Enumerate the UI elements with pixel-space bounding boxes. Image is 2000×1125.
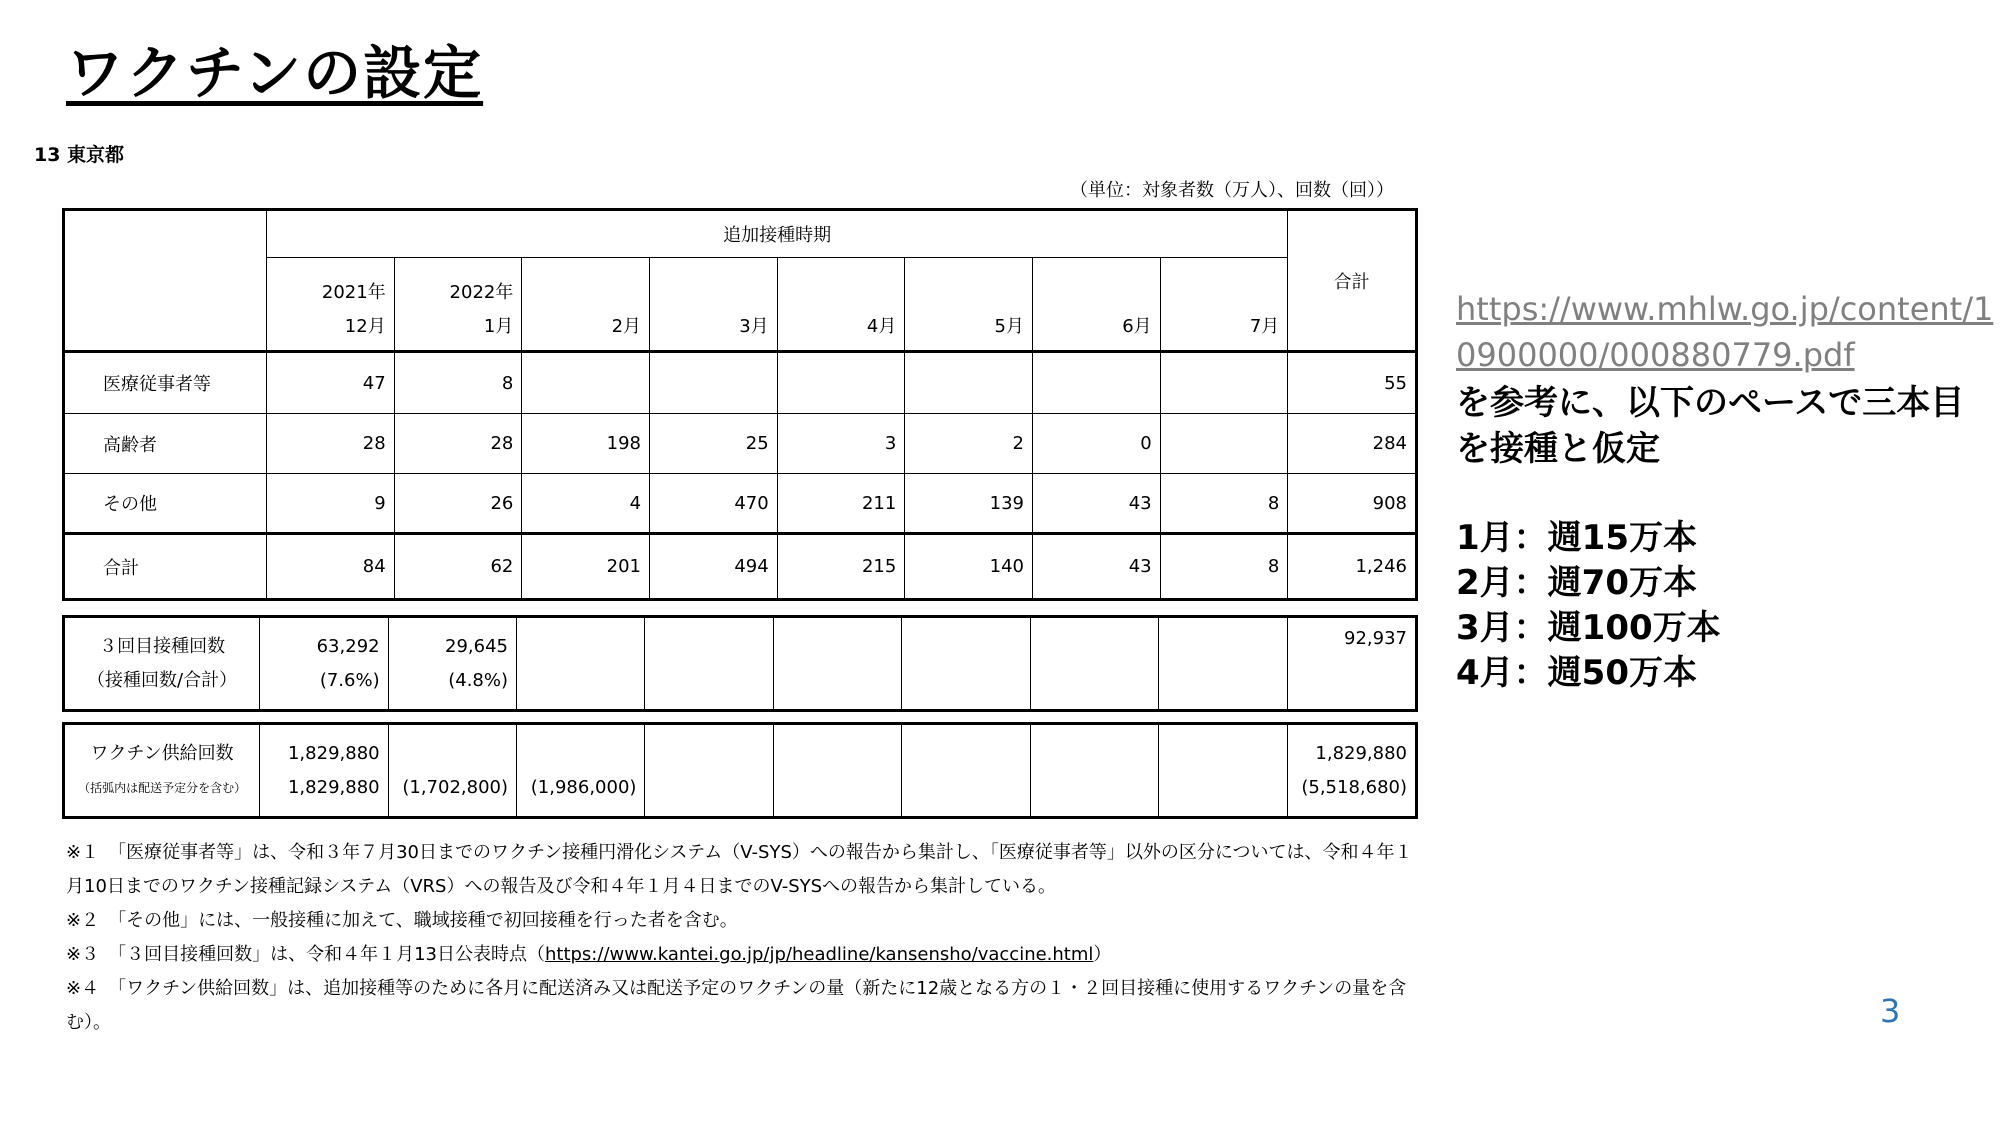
row-label: 高齢者 [64,414,267,474]
table-cell: 43 [1032,474,1160,534]
month-header-year: 2022年 [449,282,514,303]
row-total: 55 [1288,352,1417,414]
table-cell: 25 [650,414,778,474]
pace-item: 3月：週100万本 [1456,608,1721,648]
third-dose-cell [388,617,516,711]
month-header-month: 3月 [739,316,769,337]
month-header [650,258,778,352]
supply-value [525,737,636,771]
pace-list [1456,516,1996,696]
third-dose-total [1287,617,1416,711]
third-dose-ratio [1039,647,1150,681]
supply-label [64,724,260,818]
supply-cell [1030,724,1158,818]
third-dose-row [64,617,1417,711]
table-cell [905,352,1033,414]
table-cell: 8 [1160,474,1288,534]
table-cell [1032,352,1160,414]
month-header-year [786,276,897,310]
table-cell: 4 [522,474,650,534]
table-cell: 198 [522,414,650,474]
header-row-group [64,210,1417,258]
month-header-year [1041,276,1152,310]
total-header: 合計 [1288,210,1417,352]
third-dose-ratio [782,647,893,681]
supply-value [782,754,893,788]
footnote-4: ※４ 「ワクチン供給回数」は、追加接種等のために各月に配送済み又は配送予定のワクチンの量（新たに12歳となる方の１・２回目接種に使用するワクチンの量を含む）。 [66,978,1407,1033]
third-dose-cell [1030,617,1158,711]
footnote-3 [66,938,1418,972]
unit-note: （単位：対象者数（万人）、回数（回）） [1070,180,1394,201]
supply-total [1287,724,1416,818]
month-header-year [530,276,641,310]
month-header-year [913,276,1024,310]
third-dose-cell [517,617,645,711]
month-header-year [658,276,769,310]
third-dose-count: 63,292 [316,635,380,657]
month-header [1032,258,1160,352]
footnote-3-text: ※３ 「３回目接種回数」は、令和４年１月13日公表時点（ [66,944,545,965]
prefecture-label: 13 東京都 [34,144,125,166]
table-row [64,534,1417,600]
table-cell: 215 [777,534,905,600]
table-cell: 43 [1032,534,1160,600]
row-total: 1,246 [1288,534,1417,600]
supply-cell [388,724,516,818]
supply-total-planned: (5,518,680) [1301,776,1407,798]
supply-cell [260,724,388,818]
table-cell [522,352,650,414]
header-blank [64,210,267,352]
side-description: を参考に、以下のペースで三本目を接種と仮定 [1456,383,1965,469]
third-dose-label-1: ３回目接種回数 [99,635,226,657]
third-dose-cell [902,617,1030,711]
supply-value [910,754,1021,788]
supply-total-value: 1,829,880 [1315,742,1407,764]
supply-value-planned: 1,829,880 [287,776,380,798]
table-cell [777,352,905,414]
row-total: 908 [1288,474,1417,534]
third-dose-ratio: (4.8%) [448,669,509,691]
supply-value [653,754,764,788]
table-row [64,352,1417,414]
table-cell: 28 [394,414,522,474]
third-dose-total-value: 92,937 [1344,628,1407,649]
month-header [905,258,1033,352]
row-label: その他 [64,474,267,534]
supply-label-2: （括弧内は配送予定分を含む） [78,780,247,795]
table-cell: 84 [267,534,395,600]
supply-cell [517,724,645,818]
footnote-2: ※２ 「その他」には、一般接種に加えて、職域接種で初回接種を行った者を含む。 [66,910,738,931]
side-panel [1456,286,1996,696]
third-dose-table [62,615,1418,712]
table-cell: 0 [1032,414,1160,474]
third-dose-cell [1159,617,1287,711]
month-header [522,258,650,352]
table-cell: 140 [905,534,1033,600]
month-header-month: 5月 [994,316,1024,337]
month-header-month: 6月 [1122,316,1152,337]
table-cell: 8 [1160,534,1288,600]
supply-value [1167,754,1278,788]
footnotes [66,836,1418,1040]
third-dose-cell [773,617,901,711]
month-header-month: 4月 [866,316,897,337]
table-cell: 201 [522,534,650,600]
table-cell: 9 [267,474,395,534]
supply-cell [902,724,1030,818]
supply-label-1: ワクチン供給回数 [90,742,234,764]
pace-item: 4月：週50万本 [1456,653,1697,693]
table-cell: 494 [650,534,778,600]
footnote-1: ※１ 「医療従事者等」は、令和３年７月30日までのワクチン接種円滑化システム（V-SYS）への報告から集計し、「医療従事者等」以外の区分については、令和４年１月10日までのワクチン接種記録システム（VRS）への報告及び令和４年１月４日までのV-SYSへの報告から集計している。 [66,842,1413,897]
month-header-year: 2021年 [321,282,386,303]
mhlw-link[interactable]: https://www.mhlw.go.jp/content/10900000/000880779.pdf [1456,290,1994,374]
table-cell: 28 [267,414,395,474]
month-header [267,258,395,352]
row-label: 医療従事者等 [64,352,267,414]
supply-row [64,724,1417,818]
table-cell: 47 [267,352,395,414]
supply-value [397,737,508,771]
table-cell: 2 [905,414,1033,474]
row-label: 合計 [64,534,267,600]
kantei-link[interactable]: https://www.kantei.go.jp/jp/headline/kansensho/vaccine.html [544,944,1094,965]
table-cell: 3 [777,414,905,474]
supply-cell [645,724,773,818]
supply-cell [1159,724,1287,818]
pace-item: 2月：週70万本 [1456,563,1697,603]
table-cell: 211 [777,474,905,534]
third-dose-ratio [653,647,764,681]
third-dose-cell [645,617,773,711]
table-cell: 62 [394,534,522,600]
table-cell: 26 [394,474,522,534]
month-header-month: 7月 [1249,316,1280,337]
third-dose-count: 29,645 [445,635,509,657]
table-cell: 8 [394,352,522,414]
pace-item: 1月：週15万本 [1456,518,1697,558]
table-row [64,414,1417,474]
table-cell [650,352,778,414]
slide-title: ワクチンの設定 [66,39,484,107]
month-header-month: 12月 [344,316,386,337]
page-number: 3 [1880,992,1901,1030]
table-row [64,474,1417,534]
supply-value-planned: (1,702,800) [402,776,509,798]
third-dose-cell [260,617,388,711]
third-dose-ratio [910,647,1021,681]
third-dose-ratio [525,647,636,681]
supply-cell [773,724,901,818]
month-header [394,258,522,352]
table-cell [1160,414,1288,474]
month-header [777,258,905,352]
month-header-year [1169,276,1280,310]
header-row-months [64,258,1417,352]
third-dose-ratio: (7.6%) [319,669,380,691]
month-header-month: 1月 [483,316,514,337]
vaccine-target-table [62,208,1418,601]
month-header-month: 2月 [611,316,642,337]
month-header [1160,258,1288,352]
supply-value: 1,829,880 [287,742,380,764]
third-dose-ratio [1167,647,1278,681]
group-header: 追加接種時期 [267,210,1288,258]
third-dose-label [64,617,260,711]
row-total: 284 [1288,414,1417,474]
supply-table [62,722,1418,819]
supply-value-planned: (1,986,000) [530,776,637,798]
footnote-3-end: ） [1093,944,1112,965]
third-dose-label-2: （接種回数/合計） [87,669,238,691]
supply-value [1039,754,1150,788]
table-cell: 470 [650,474,778,534]
table-cell: 139 [905,474,1033,534]
table-cell [1160,352,1288,414]
